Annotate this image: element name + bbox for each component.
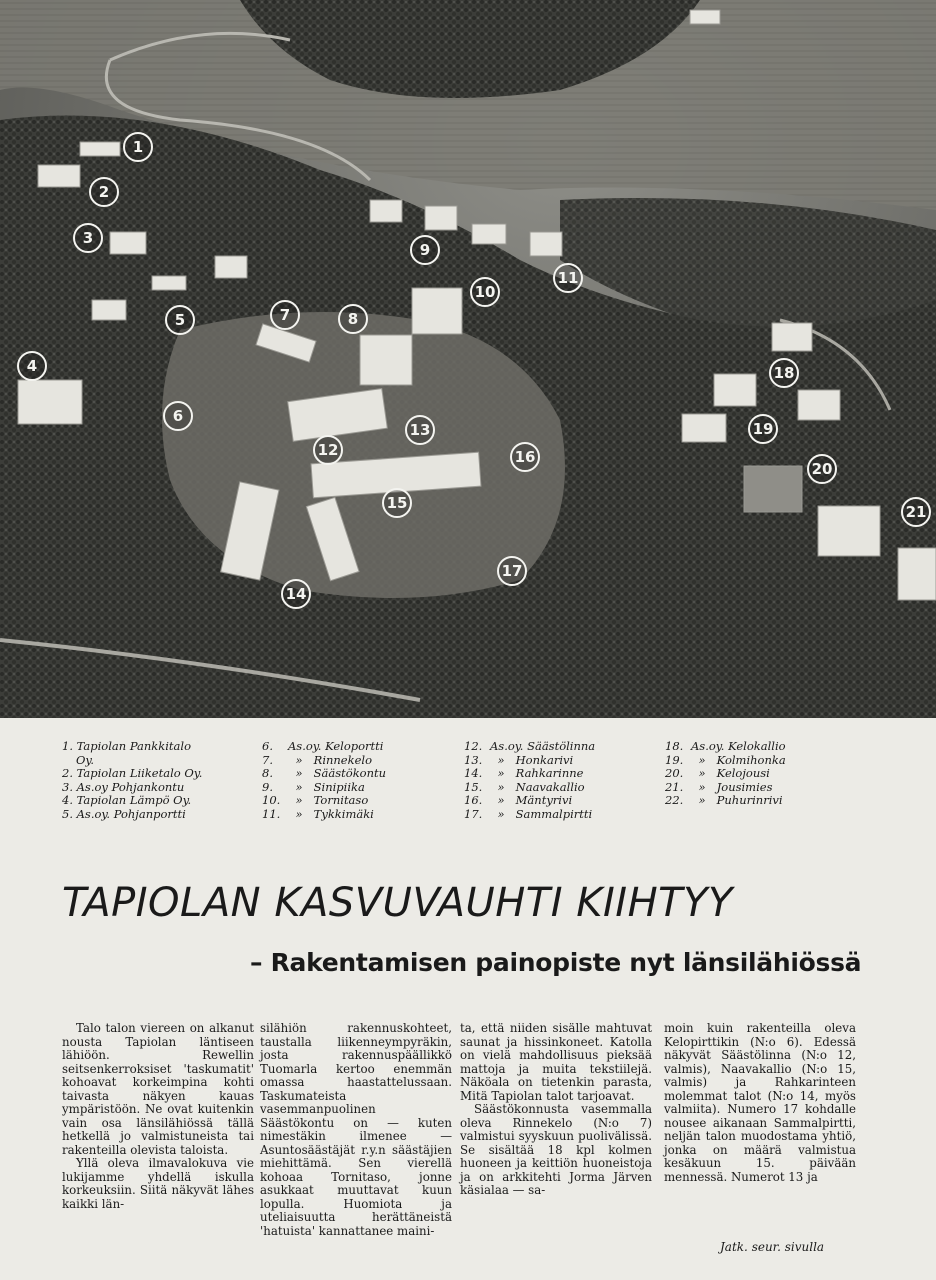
legend-prefix: »	[698, 752, 706, 767]
legend-name: Kelokallio	[728, 739, 786, 753]
legend-number: 12.	[464, 739, 483, 753]
photo-marker-2: 2	[89, 177, 119, 207]
legend-name: Keloportti	[325, 739, 384, 753]
photo-marker-8: 8	[338, 304, 368, 334]
paragraph: Yllä oleva ilmavalokuva vie lukijamme yhdellä iskulla korkeuksiin. Siitä näkyvät lähes kaikki län-	[62, 1156, 254, 1211]
article-column-3	[460, 1022, 652, 1198]
legend-item: Oy.	[76, 752, 95, 767]
photo-marker-7: 7	[270, 300, 300, 330]
legend-name: Naavakallio	[515, 779, 585, 794]
legend-prefix: »	[497, 766, 505, 781]
legend-item	[464, 808, 595, 822]
legend-prefix: »	[698, 793, 706, 808]
photo-marker-1: 1	[123, 132, 153, 162]
legend-number: 22.	[665, 793, 684, 808]
legend-prefix: »	[698, 779, 706, 794]
legend-prefix: »	[295, 752, 303, 767]
paragraph: moin kuin rakenteilla oleva Kelopirttikin (N:o 6). Edessä näkyvät Säästölinna (N:o 12, valmis), Naavakallio (N:o 15, valmis) ja Rahkarinteen molemmat talot (N:o 14, myös valmiita). Numero 17 kohdalle nousee aikanaan Sammalpirtti, neljän talon muodostama yhtiö, jonka on määrä valmistua kesäkuun 15. päivään mennessä. Numerot 13 ja	[664, 1021, 856, 1184]
legend-prefix: »	[497, 779, 505, 794]
article-headline: TAPIOLAN KASVUVAUHTI KIIHTYY	[62, 880, 733, 926]
photo-marker-21: 21	[901, 497, 931, 527]
legend-number: 13.	[464, 752, 483, 767]
legend-item: 5. As.oy. Pohjanportti	[62, 806, 186, 821]
legend-item	[262, 740, 386, 754]
legend-number: 15.	[464, 779, 483, 794]
legend-name: Sinipiika	[313, 779, 365, 794]
legend-number: 9.	[262, 779, 273, 794]
legend-number: 18.	[665, 739, 684, 753]
legend-name: Honkarivi	[515, 752, 574, 767]
legend-prefix: »	[698, 766, 706, 781]
legend-item	[464, 781, 595, 795]
legend-item	[665, 767, 786, 781]
legend-prefix: »	[295, 806, 303, 821]
legend-name: Kolmihonka	[716, 752, 786, 767]
legend-name: Sammalpirtti	[515, 806, 593, 821]
legend-number: 16.	[464, 793, 483, 808]
photo-marker-11: 11	[553, 263, 583, 293]
photo-marker-19: 19	[748, 414, 778, 444]
legend-column-1	[62, 740, 202, 822]
legend-item: 2. Tapiolan Liiketalo Oy.	[62, 766, 203, 781]
legend-number: 20.	[665, 766, 684, 781]
photo-marker-3: 3	[73, 223, 103, 253]
legend-number: 10.	[262, 793, 281, 808]
legend-item	[464, 794, 595, 808]
legend-item	[464, 740, 595, 754]
photo-marker-10: 10	[470, 277, 500, 307]
legend-number: 17.	[464, 806, 483, 821]
legend-name: Puhurinrivi	[716, 793, 783, 808]
photo-marker-13: 13	[405, 415, 435, 445]
photo-marker-12: 12	[313, 435, 343, 465]
legend-item	[665, 740, 786, 754]
paragraph: ta, että niiden sisälle mahtuvat saunat ja hissinkoneet. Katolla on vielä mahdollisuus pieksää mattoja ja muita tekstiilejä. Näköala on tietenkin parasta, Mitä Tapiolan talot tarjoavat.	[460, 1021, 652, 1103]
photo-marker-4: 4	[17, 351, 47, 381]
legend-name: Mäntyrivi	[515, 793, 573, 808]
photo-marker-14: 14	[281, 579, 311, 609]
legend-item: 3. As.oy Pohjankontu	[62, 779, 185, 794]
legend-prefix: As.oy.	[288, 739, 322, 753]
legend-number: 21.	[665, 779, 684, 794]
legend-number: 8.	[262, 766, 273, 781]
legend-column-3	[464, 740, 595, 822]
legend-name: Jousimies	[716, 779, 773, 794]
legend-name: Tornitaso	[313, 793, 369, 808]
article-column-2	[260, 1022, 452, 1238]
photo-marker-6: 6	[163, 401, 193, 431]
legend-item	[665, 754, 786, 768]
legend-prefix: »	[295, 793, 303, 808]
article-column-4	[664, 1022, 856, 1184]
photo-marker-5: 5	[165, 305, 195, 335]
legend-item	[665, 794, 786, 808]
legend-number: 14.	[464, 766, 483, 781]
legend-number: 19.	[665, 752, 684, 767]
legend-item	[262, 808, 386, 822]
legend-prefix: As.oy.	[691, 739, 725, 753]
legend-prefix: »	[295, 766, 303, 781]
legend-item	[665, 781, 786, 795]
legend-name: Säästölinna	[527, 739, 596, 753]
legend-item: 4. Tapiolan Lämpö Oy.	[62, 793, 192, 808]
legend-item: 1. Tapiolan Pankkitalo	[62, 739, 191, 753]
legend-name: Kelojousi	[716, 766, 770, 781]
legend-item	[262, 754, 386, 768]
legend-item	[262, 794, 386, 808]
legend-prefix: »	[497, 752, 505, 767]
legend-prefix: »	[497, 806, 505, 821]
legend-column-2	[262, 740, 386, 822]
legend-item	[464, 767, 595, 781]
legend-number: 7.	[262, 752, 273, 767]
legend-name: Rahkarinne	[515, 766, 584, 781]
legend-column-4	[665, 740, 786, 808]
legend-number: 11.	[262, 806, 281, 821]
legend-name: Rinnekelo	[313, 752, 372, 767]
legend-name: Säästökontu	[313, 766, 387, 781]
legend-prefix: »	[295, 779, 303, 794]
legend-item	[262, 781, 386, 795]
legend-number: 6.	[262, 739, 273, 753]
photo-marker-9: 9	[410, 235, 440, 265]
legend-item	[464, 754, 595, 768]
article-subheadline: – Rakentamisen painopiste nyt länsilähiössä	[250, 948, 862, 977]
article-column-1	[62, 1022, 254, 1211]
legend-item	[262, 767, 386, 781]
photo-marker-18: 18	[769, 358, 799, 388]
photo-marker-20: 20	[807, 454, 837, 484]
legend-prefix: »	[497, 793, 505, 808]
legend-name: Tykkimäki	[313, 806, 374, 821]
paragraph: Talo talon viereen on alkanut nousta Tapiolan läntiseen lähiöön. Rewellin seitsenkerroksiset 'taskumatit' kohoavat korkeimpina kohti taivasta näkyen kauas ympäristöön. Ne ovat kuitenkin vain osa länsilähiössä tällä hetkellä jo valmistuneista tai rakenteilla olevista taloista.	[62, 1021, 254, 1157]
photo-marker-16: 16	[510, 442, 540, 472]
paragraph: Säästökonnusta vasemmalla oleva Rinnekelo (N:o 7) valmistui syyskuun puolivälissä. Se sisältää 18 kpl kolmen huoneen ja keittiön huoneistoja ja on arkkitehti Jorma Järven käsialaa — sa-	[460, 1102, 652, 1197]
photo-marker-17: 17	[497, 556, 527, 586]
legend-prefix: As.oy.	[490, 739, 524, 753]
paragraph: silähiön rakennuskohteet, taustalla liikenneympyräkin, josta rakennuspäällikkö Tuomarla kertoo enemmän omassa haastattelussaan. Taskumateista vasemmanpuolinen Säästökontu on — kuten nimestäkin ilmenee — Asuntosäästäjät r.y.n säästäjien miehittämä. Sen vierellä kohoaa Tornitaso, jonne asukkaat muuttavat kuun lopulla. Huomiota ja uteliaisuutta herättäneistä 'hatuista' kannattanee maini-	[260, 1021, 452, 1238]
photo-marker-15: 15	[382, 488, 412, 518]
continued-on-next-page: Jatk. seur. sivulla	[720, 1240, 825, 1254]
